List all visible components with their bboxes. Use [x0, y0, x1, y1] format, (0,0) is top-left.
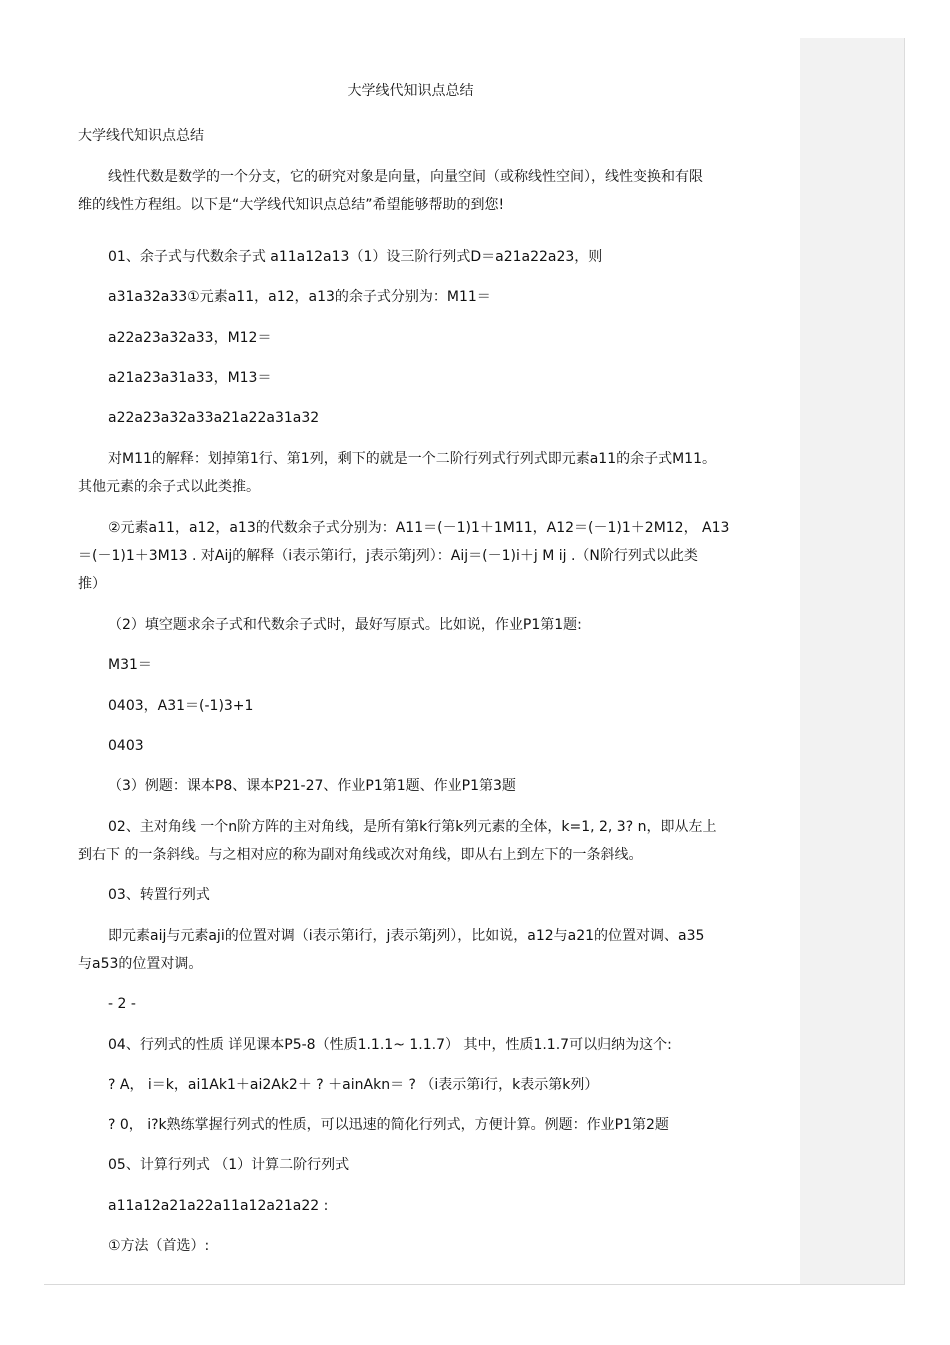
paragraph-line: 0403: [108, 738, 144, 754]
page-number: - 2 -: [108, 996, 136, 1012]
paragraph-line: 02、主对角线 一个n阶方阵的主对角线，是所有第k行第k列元素的全体，k=1, 2, 3? n，即从左上: [108, 819, 717, 835]
paragraph-line: （2）填空题求余子式和代数余子式时，最好写原式。比如说，作业P1第1题:: [108, 617, 582, 633]
paragraph-line: 其他元素的余子式以此类推。: [78, 479, 260, 495]
paragraph-line: ①方法（首选）:: [108, 1238, 210, 1254]
paragraph-line: 01、余子式与代数余子式 a11a12a13（1）设三阶行列式D＝a21a22a23，则: [108, 249, 603, 265]
paragraph-line: a21a23a31a33，M13＝: [108, 370, 272, 386]
document-heading: 大学线代知识点总结: [78, 128, 204, 144]
paragraph-line: a22a23a32a33，M12＝: [108, 330, 272, 346]
paragraph-line: 到右下 的一条斜线。与之相对应的称为副对角线或次对角线，即从右上到左下的一条斜线。: [78, 847, 643, 863]
paragraph-line: 对M11的解释：划掉第1行、第1列，剩下的就是一个二阶行列式行列式即元素a11的余子式M11。: [108, 451, 716, 467]
document-title: 大学线代知识点总结: [347, 83, 474, 99]
paragraph-line: （3）例题：课本P8、课本P21-27、作业P1第1题、作业P1第3题: [108, 778, 516, 794]
paragraph-line: 0403，A31＝(-1)3+1: [108, 698, 254, 714]
paragraph-line: ? 0， i?k熟练掌握行列式的性质，可以迅速的简化行列式，方便计算。例题：作业P1第2题: [108, 1117, 669, 1133]
paragraph-line: 03、转置行列式: [108, 887, 210, 903]
paragraph-line: 与a53的位置对调。: [78, 956, 203, 972]
paragraph-line: 04、行列式的性质 详见课本P5-8（性质1.1.1~ 1.1.7） 其中，性质1.1.7可以归纳为这个:: [108, 1037, 672, 1053]
paragraph-line: 维的线性方程组。以下是“大学线代知识点总结”希望能够帮助的到您!: [78, 197, 505, 213]
paragraph-line: ＝(－1)1＋3M13 . 对Aij的解释（i表示第i行，j表示第j列）：Aij＝(－1)i＋j M ij .（N阶行列式以此类: [78, 548, 698, 564]
paragraph-line: ②元素a11，a12，a13的代数余子式分别为：A11＝(－1)1＋1M11，A12＝(－1)1＋2M12， A13: [108, 520, 730, 536]
paragraph-line: 线性代数是数学的一个分支，它的研究对象是向量，向量空间（或称线性空间），线性变换和有限: [108, 169, 703, 185]
paragraph-line: 05、计算行列式 （1）计算二阶行列式: [108, 1157, 350, 1173]
paragraph-line: ? A， i＝k，ai1Ak1＋ai2Ak2＋ ? ＋ainAkn＝ ? （i表示第i行，k表示第k列）: [108, 1077, 599, 1093]
paragraph-line: 即元素aij与元素aji的位置对调（i表示第i行，j表示第j列），比如说，a12与a21的位置对调、a35: [108, 928, 705, 944]
paragraph-line: a22a23a32a33a21a22a31a32: [108, 410, 320, 426]
side-panel: [800, 38, 905, 1285]
document-page: [44, 38, 800, 1285]
paragraph-line: a11a12a21a22a11a12a21a22 :: [108, 1198, 329, 1214]
paragraph-line: 推）: [78, 576, 106, 592]
paragraph-line: a31a32a33①元素a11，a12，a13的余子式分别为：M11＝: [108, 289, 491, 305]
paragraph-line: M31＝: [108, 657, 152, 673]
